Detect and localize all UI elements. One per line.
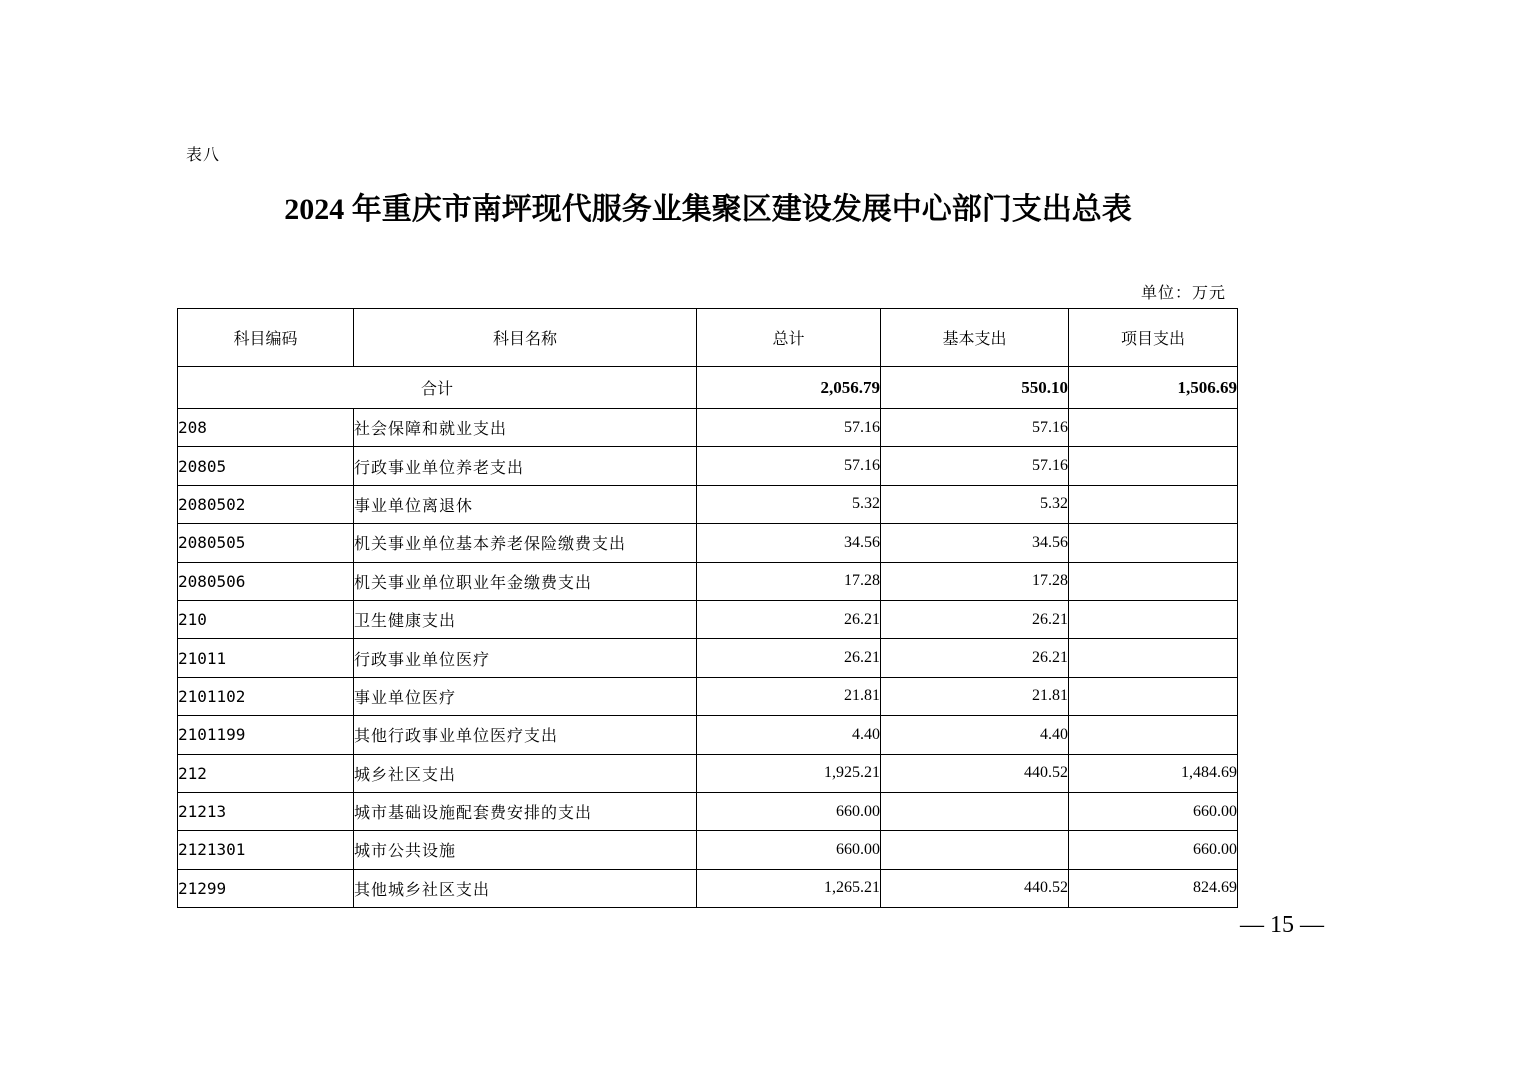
row-total: 660.00 bbox=[697, 792, 881, 830]
row-project bbox=[1069, 447, 1238, 485]
row-name: 行政事业单位医疗 bbox=[354, 639, 697, 677]
row-name: 城市基础设施配套费安排的支出 bbox=[354, 792, 697, 830]
table-row bbox=[178, 677, 1238, 715]
row-code: 208 bbox=[178, 409, 354, 447]
table-row bbox=[178, 524, 1238, 562]
row-total: 26.21 bbox=[697, 639, 881, 677]
row-total: 26.21 bbox=[697, 600, 881, 638]
row-name: 社会保障和就业支出 bbox=[354, 409, 697, 447]
row-basic: 440.52 bbox=[881, 869, 1069, 907]
table-row bbox=[178, 600, 1238, 638]
row-project: 660.00 bbox=[1069, 831, 1238, 869]
row-total: 5.32 bbox=[697, 485, 881, 523]
row-total: 21.81 bbox=[697, 677, 881, 715]
total-basic: 550.10 bbox=[881, 367, 1069, 409]
row-name: 城市公共设施 bbox=[354, 831, 697, 869]
row-project: 660.00 bbox=[1069, 792, 1238, 830]
row-basic bbox=[881, 831, 1069, 869]
table-row bbox=[178, 639, 1238, 677]
row-code: 2080502 bbox=[178, 485, 354, 523]
row-project: 1,484.69 bbox=[1069, 754, 1238, 792]
header-basic: 基本支出 bbox=[881, 309, 1069, 367]
row-name: 事业单位离退休 bbox=[354, 485, 697, 523]
row-total: 1,265.21 bbox=[697, 869, 881, 907]
table-row bbox=[178, 831, 1238, 869]
row-basic: 440.52 bbox=[881, 754, 1069, 792]
row-basic: 57.16 bbox=[881, 409, 1069, 447]
row-name: 机关事业单位职业年金缴费支出 bbox=[354, 562, 697, 600]
row-name: 其他城乡社区支出 bbox=[354, 869, 697, 907]
row-project bbox=[1069, 677, 1238, 715]
row-name: 卫生健康支出 bbox=[354, 600, 697, 638]
table-row bbox=[178, 754, 1238, 792]
row-project bbox=[1069, 524, 1238, 562]
header-name: 科目名称 bbox=[354, 309, 697, 367]
row-total: 1,925.21 bbox=[697, 754, 881, 792]
page-number: — 15 — bbox=[1240, 912, 1324, 938]
row-basic bbox=[881, 792, 1069, 830]
total-row bbox=[178, 367, 1238, 409]
header-row bbox=[178, 309, 1238, 367]
row-project bbox=[1069, 716, 1238, 754]
row-code: 2101102 bbox=[178, 677, 354, 715]
row-total: 57.16 bbox=[697, 447, 881, 485]
row-name: 城乡社区支出 bbox=[354, 754, 697, 792]
row-code: 21299 bbox=[178, 869, 354, 907]
row-basic: 17.28 bbox=[881, 562, 1069, 600]
row-basic: 34.56 bbox=[881, 524, 1069, 562]
row-code: 20805 bbox=[178, 447, 354, 485]
header-total: 总计 bbox=[697, 309, 881, 367]
row-code: 2080505 bbox=[178, 524, 354, 562]
row-code: 212 bbox=[178, 754, 354, 792]
table-label: 表八 bbox=[186, 145, 221, 164]
row-total: 57.16 bbox=[697, 409, 881, 447]
row-project bbox=[1069, 600, 1238, 638]
header-project: 项目支出 bbox=[1069, 309, 1238, 367]
table-row bbox=[178, 792, 1238, 830]
row-basic: 57.16 bbox=[881, 447, 1069, 485]
row-basic: 26.21 bbox=[881, 600, 1069, 638]
row-project: 824.69 bbox=[1069, 869, 1238, 907]
table-row bbox=[178, 409, 1238, 447]
row-basic: 4.40 bbox=[881, 716, 1069, 754]
row-total: 660.00 bbox=[697, 831, 881, 869]
table-row bbox=[178, 562, 1238, 600]
document-title: 2024 年重庆市南坪现代服务业集聚区建设发展中心部门支出总表 bbox=[284, 193, 1132, 226]
row-project bbox=[1069, 409, 1238, 447]
row-code: 2080506 bbox=[178, 562, 354, 600]
row-code: 2101199 bbox=[178, 716, 354, 754]
row-name: 其他行政事业单位医疗支出 bbox=[354, 716, 697, 754]
row-code: 2121301 bbox=[178, 831, 354, 869]
row-total: 34.56 bbox=[697, 524, 881, 562]
row-project bbox=[1069, 639, 1238, 677]
unit-label: 单位：万元 bbox=[1140, 283, 1226, 302]
row-name: 行政事业单位养老支出 bbox=[354, 447, 697, 485]
row-basic: 5.32 bbox=[881, 485, 1069, 523]
row-project bbox=[1069, 562, 1238, 600]
row-name: 事业单位医疗 bbox=[354, 677, 697, 715]
table-row bbox=[178, 716, 1238, 754]
table-row bbox=[178, 447, 1238, 485]
table-row bbox=[178, 485, 1238, 523]
row-basic: 21.81 bbox=[881, 677, 1069, 715]
total-sum: 2,056.79 bbox=[697, 367, 881, 409]
row-total: 17.28 bbox=[697, 562, 881, 600]
header-code: 科目编码 bbox=[178, 309, 354, 367]
row-project bbox=[1069, 485, 1238, 523]
row-basic: 26.21 bbox=[881, 639, 1069, 677]
row-name: 机关事业单位基本养老保险缴费支出 bbox=[354, 524, 697, 562]
expenditure-table bbox=[177, 308, 1238, 908]
total-project: 1,506.69 bbox=[1069, 367, 1238, 409]
row-code: 210 bbox=[178, 600, 354, 638]
row-total: 4.40 bbox=[697, 716, 881, 754]
table-row bbox=[178, 869, 1238, 907]
row-code: 21011 bbox=[178, 639, 354, 677]
total-label: 合计 bbox=[178, 367, 697, 409]
row-code: 21213 bbox=[178, 792, 354, 830]
